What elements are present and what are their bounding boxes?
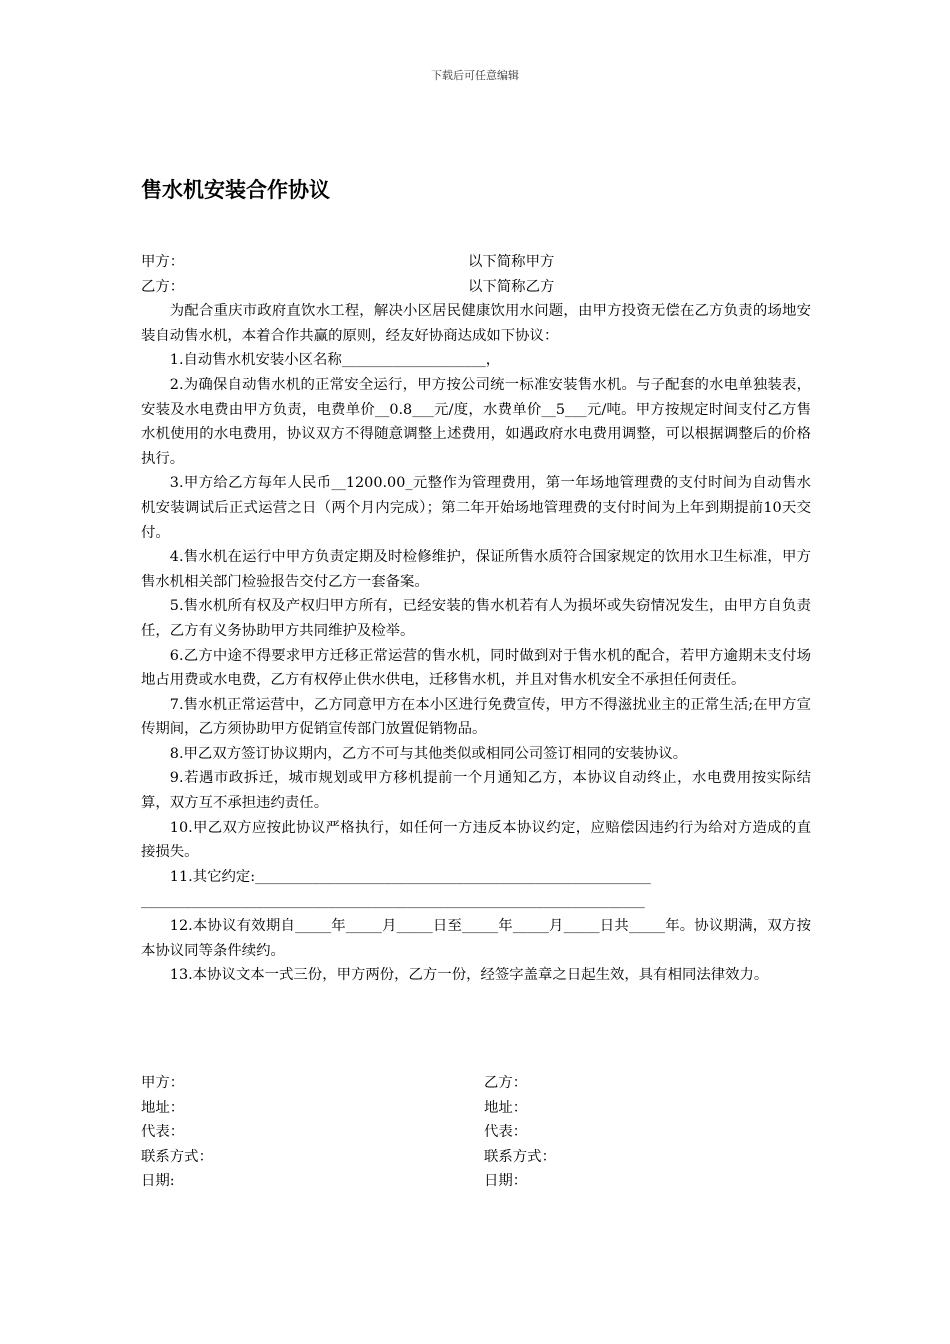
clause-11-continuation: ______________________________________________________________________ <box>141 893 645 910</box>
signature-block <box>141 1071 811 1194</box>
sig-contact-b: 联系方式： <box>484 1148 556 1165</box>
agreement-body <box>141 250 811 988</box>
party-a-label: 甲方： <box>141 254 185 270</box>
clause-4: 4.售水机在运行中甲方负责定期及时检修维护，保证所售水质符合国家规定的饮用水卫生标准，甲方售水机相关部门检验报告交付乙方一套备案。 <box>141 549 811 590</box>
sig-rep-a: 代表： <box>141 1124 185 1141</box>
clause-2: 2.为确保自动售水机的正常安全运行，甲方按公司统一标准安装售水机。与子配套的水电单独装表，安装及水电费由甲方负责，电费单价__0.8___元/度，水费单价__5___元/吨。甲方按规定时间支付乙方售水机使用的水电费用，协议双方不得随意调整上述费用，如遇政府水电费用调整，可以根据调整后的价格执行。 <box>141 376 811 467</box>
clause-3: 3.甲方给乙方每年人民币__1200.00_元整作为管理费用，第一年场地管理费的支付时间为自动售水机安装调试后正式运营之日（两个月内完成）；第二年开始场地管理费的支付时间为上年到期提前10天交付。 <box>141 475 811 541</box>
signature-row <box>141 1120 811 1145</box>
party-b-line <box>141 275 811 300</box>
party-b-label: 乙方： <box>141 278 185 295</box>
party-b-abbr: 以下简称乙方 <box>468 278 555 295</box>
clause-5: 5.售水机所有权及产权归甲方所有，已经安装的售水机若有人为损坏或失窃情况发生，由甲方自负责任，乙方有义务协助甲方共同维护及检举。 <box>141 598 811 639</box>
clause-12: 12.本协议有效期自_____年_____月_____日至_____年_____月_____日共_____年。协议期满，双方按本协议同等条件续约。 <box>141 918 811 959</box>
clause-11: 11.其它约定:_______________________________________________________ <box>169 868 651 885</box>
signature-row <box>141 1169 811 1194</box>
sig-party-a: 甲方： <box>141 1075 185 1091</box>
signature-row <box>141 1096 811 1121</box>
sig-contact-a: 联系方式： <box>141 1148 213 1165</box>
clause-7: 7.售水机正常运营中，乙方同意甲方在本小区进行免费宣传，甲方不得滋扰业主的正常生活;在甲方宣传期间，乙方须协助甲方促销宣传部门放置促销物品。 <box>141 696 811 738</box>
signature-row <box>141 1071 811 1096</box>
sig-date-b: 日期： <box>484 1173 528 1190</box>
sig-date-a: 日期: <box>141 1173 175 1190</box>
sig-party-b: 乙方： <box>484 1075 528 1091</box>
sig-address-a: 地址： <box>141 1099 185 1116</box>
clause-13: 13.本协议文本一式三份，甲方两份，乙方一份，经签字盖章之日起生效，具有相同法律效力。 <box>169 967 769 984</box>
clause-9: 9.若遇市政拆迁，城市规划或甲方移机提前一个月通知乙方，本协议自动终止，水电费用按实际结算，双方互不承担违约责任。 <box>141 770 811 812</box>
party-a-abbr: 以下简称甲方 <box>468 254 555 270</box>
document-title: 售水机安装合作协议 <box>141 178 330 202</box>
clause-1: 1.自动售水机安装小区名称____________________， <box>169 352 501 369</box>
sig-address-b: 地址： <box>484 1099 528 1116</box>
party-a-line <box>141 250 811 275</box>
clause-10: 10.甲乙双方应按此协议严格执行，如任何一方违反本协议约定，应赔偿因违约行为给对方造成的直接损失。 <box>141 819 811 861</box>
intro-paragraph: 为配合重庆市政府直饮水工程，解决小区居民健康饮用水问题，由甲方投资无偿在乙方负责的场地安装自动售水机，本着合作共赢的原则，经友好协商达成如下协议： <box>141 303 811 344</box>
clause-6: 6.乙方中途不得要求甲方迁移正常运营的售水机，同时做到对于售水机的配合，若甲方逾期未支付场地占用费或水电费，乙方有权停止供水供电，迁移售水机，并且对售水机安全不承担任何责任。 <box>141 647 811 689</box>
sig-rep-b: 代表： <box>484 1124 528 1141</box>
header-note: 下载后可任意编辑 <box>431 69 519 82</box>
clause-8: 8.甲乙双方签订协议期内，乙方不可与其他类似或相同公司签订相同的安装协议。 <box>169 745 688 762</box>
signature-row <box>141 1145 811 1170</box>
